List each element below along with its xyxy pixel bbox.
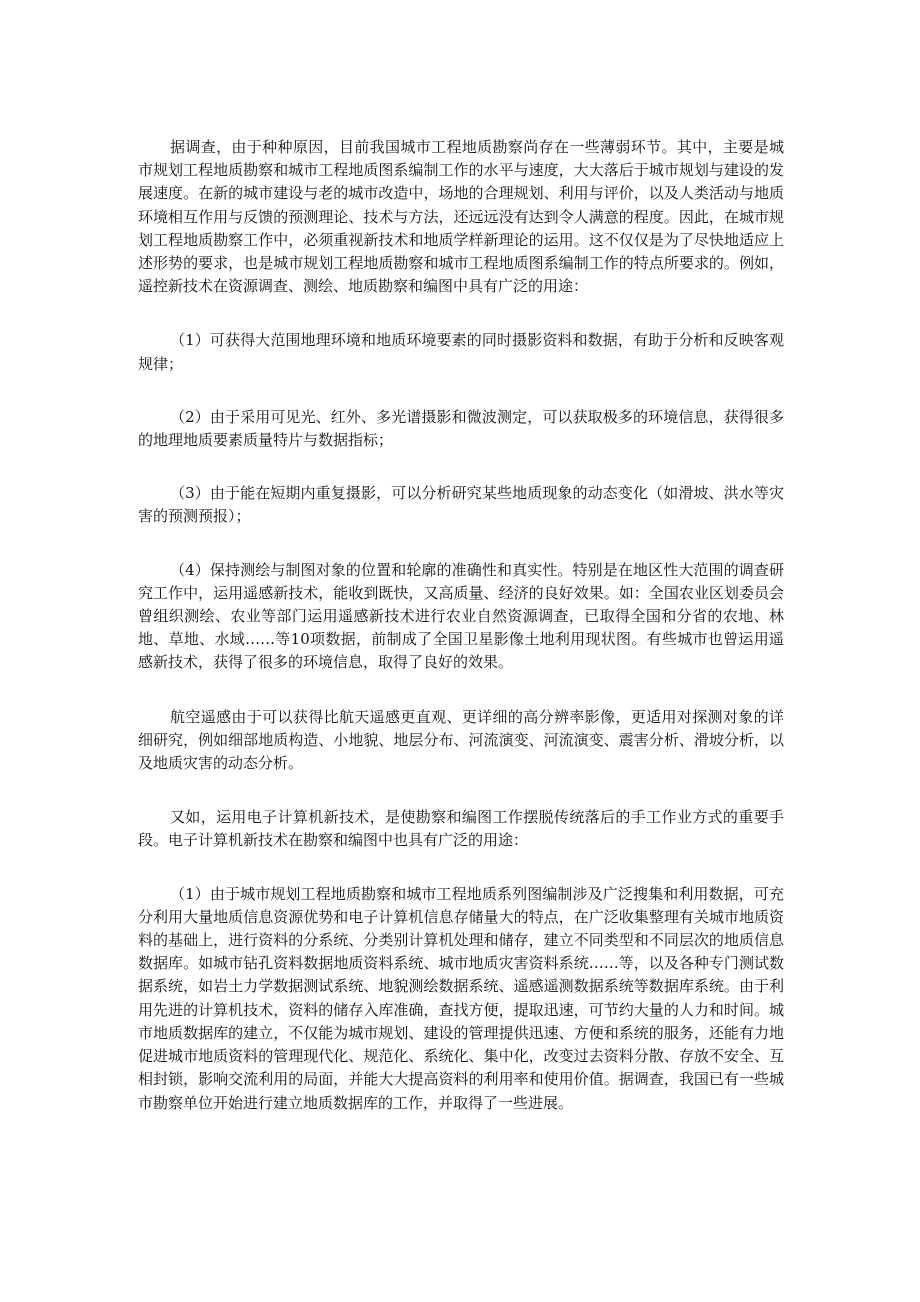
paragraph-computer-item-1: （1）由于城市规划工程地质勘察和城市工程地质系列图编制涉及广泛搜集和利用数据，可充分利用大量地质信息资源优势和电子计算机信息存储量大的特点，在广泛收集整理有关城市地质资料的基础上，进行资料的分系统、分类别计算机处理和储存，建立不同类型和不同层次的地质信息数据库。如城市钻孔资料数据地质资料系统、城市地质灾害资料系统……等，以及各种专门测试数据系统，如岩土力学数据测试系统、地貌测绘数据系统、遥感遥测数据系统等数据库系统。由于利用先进的计算机技术，资料的储存入库准确，查找方便，提取迅速，可节约大量的人力和时间。城市地质数据库的建立，不仅能为城市规划、建设的管理提供迅速、方便和系统的服务，还能有力地促进城市地质资料的管理现代化、规范化、系统化、集中化，改变过去资料分散、存放不安全、互相封锁，影响交流利用的局面，并能大大提高资料的利用率和使用价值。据调查，我国已有一些城市勘察单位开始进行建立地质数据库的工作，并取得了一些进展。 (138, 884, 784, 1112)
paragraph-spacer (138, 853, 784, 883)
paragraph-item-1: （1）可获得大范围地理环境和地质环境要素的同时摄影资料和数据，有助于分析和反映客观规律； (138, 331, 784, 373)
paragraph-item-4: （4）保持测绘与制图对象的位置和轮廓的准确性和真实性。特别是在地区性大范围的调查研究工作中，运用遥感新技术，能收到既快，又高质量、经济的良好效果。如：全国农业区划委员会曾组织测绘、农业等部门运用遥感新技术进行农业自然资源调查，已取得全国和分省的农地、林地、草地、水域……等10项数据，前制成了全国卫星影像土地利用现状图。有些城市也曾运用遥感新技术，获得了很多的环境信息，取得了良好的效果。 (138, 560, 784, 672)
paragraph-spacer (138, 775, 784, 806)
paragraph-spacer (138, 529, 784, 559)
paragraph-aerial-remote-sensing: 航空遥感由于可以获得比航天遥感更直观、更详细的高分辨率影像，更适用对探测对象的详细研究，例如细部地质构造、小地貌、地层分布、河流演变、河流演变、震害分析、滑坡分析，以及地质灾害的动态分析。 (138, 707, 784, 773)
paragraph-item-2: （2）由于采用可见光、红外、多光谱摄影和微波测定，可以获取极多的环境信息，获得很多的地理地质要素质量特片与数据指标； (138, 407, 784, 450)
paragraph-spacer (138, 298, 784, 329)
paragraph-spacer (138, 675, 784, 706)
paragraph-spacer (138, 376, 784, 406)
paragraph-computer-technology: 又如，运用电子计算机新技术，是使勘察和编图工作摆脱传统落后的手工作业方式的重要手段。电子计算机新技术在勘察和编图中也具有广泛的用途： (138, 808, 784, 850)
paragraph-item-3: （3）由于能在短期内重复摄影，可以分析研究某些地质现象的动态变化（如滑坡、洪水等灾害的预测预报）； (138, 484, 784, 526)
paragraph-spacer (138, 452, 784, 482)
paragraph-intro: 据调查，由于种种原因，目前我国城市工程地质勘察尚存在一些薄弱环节。其中，主要是城市规划工程地质勘察和城市工程地质图系编制工作的水平与速度，大大落后于城市规划与建设的发展速度。在新的城市建设与老的城市改造中，场地的合理规划、利用与评价，以及人类活动与地质环境相互作用与反馈的预测理论、技术与方法，还远远没有达到令人满意的程度。因此，在城市规划工程地质勘察工作中，必须重视新技术和地质学样新理论的运用。这不仅仅是为了尽快地适应上述形势的要求，也是城市规划工程地质勘察和城市工程地质图系编制工作的特点所要求的。例如，遥控新技术在资源调查、测绘、地质勘察和编图中具有广泛的用途： (138, 138, 784, 296)
document-body (138, 136, 784, 1115)
